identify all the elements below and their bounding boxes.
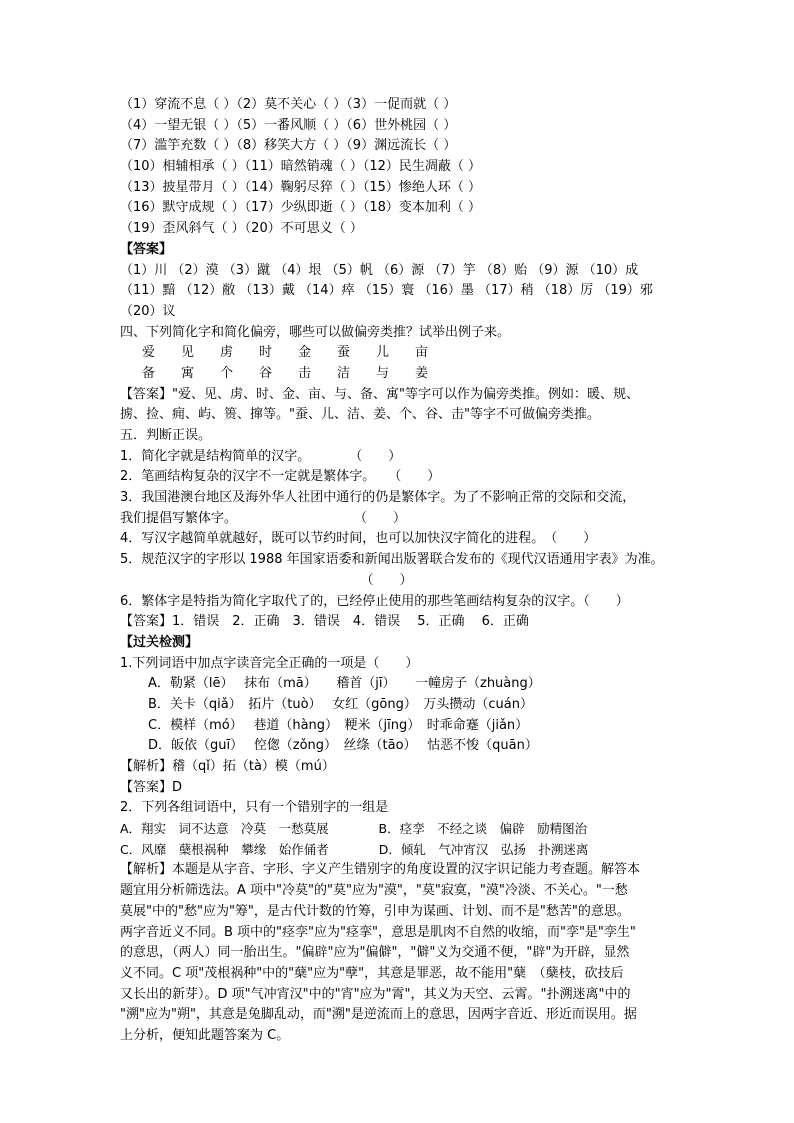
mc2-analysis-7: 又长出的新芽）。D 项"气冲宵汉"中的"宵"应为"霄"，其义为天空、云霄。"扑溯迷离"中的 [120, 986, 631, 1002]
mc2-analysis-8: "溯"应为"朔"，其意是兔脚乱动，而"溯"是逆流而上的意思，因两字音近、形近而误用。据 [120, 1007, 637, 1023]
mc2-analysis-4: 两字音近义不同。B 项中的"痉孪"应为"痉挛"，意思是肌肉不自然的收缩，而"孪"是"孪生" [120, 924, 636, 940]
judge-answer: 【答案】1．错误 2．正确 3．错误 4．错误 5．正确 6．正确 [120, 614, 529, 630]
mc1-option-c: C．模样（mó） 巷道（hàng） 粳米（jīng） 时乖命蹇（jiǎn） [148, 717, 529, 733]
mc1-answer: 【答案】D [120, 779, 183, 795]
answer-line-2: （11）黯 （12）敝 （13）戴 （14）瘁 （15）寰 （16）墨 （17）稍 （18）厉 （19）邪 [120, 283, 653, 299]
mc2-stem: 2．下列各组词语中，只有一个错别字的一组是 [120, 800, 389, 816]
judge-item-2: 2．笔画结构复杂的汉字不一定就是繁体字。 （ ） [120, 469, 441, 485]
section-five-title: 五．判断正误。 [120, 428, 212, 443]
answer-line-1: （1）川 （2）漠 （3）蹴 （4）垠 （5）帆 （6）源 （7）竽 （8）贻 （9）源 （10）成 [120, 262, 639, 278]
answer-line-3: （20）议 [120, 303, 176, 319]
char-row-2: 备 寓 个 谷 击 洁 与 姜 [142, 365, 429, 381]
question-line-1: （1）穿流不息（ ）（2）莫不关心（ ）（3）一促而就（ ） [120, 97, 457, 112]
check-heading: 【过关检测】 [120, 634, 199, 650]
char-row-1: 爱 见 虏 时 金 蚕 儿 亩 [142, 345, 429, 361]
mc1-option-a: A．勒紧（lē） 抹布（mā） 稽首（jī） 一幢房子（zhuàng） [148, 676, 541, 692]
question-line-5: （13）披星带月（ ）（14）鞠躬尽猝（ ）（15）惨绝人环（ ） [120, 179, 482, 195]
question-line-3: （7）滥竽充数（ ）（8）移笑大方（ ）（9）渊远流长（ ） [120, 138, 457, 154]
mc2-options-ab: A．翔实 词不达意 冷莫 一愁莫展 B．痉孪 不经之谈 偏辟 励精图治 [120, 821, 588, 837]
section-four-answer-2: 掳、捡、痈、屿、篑、撺等。"蚕、儿、洁、姜、个、谷、击"等字不可做偏旁类推。 [120, 407, 600, 423]
section-four-answer-1: 【答案】"爱、见、虏、时、金、亩、与、备、寓"等字可以作为偏旁类推。例如：暖、规、 [120, 386, 639, 402]
mc2-analysis-1: 【解析】本题是从字音、字形、字义产生错别字的角度设置的汉字识记能力考查题。解答本 [120, 862, 641, 878]
mc2-analysis-5: 的意思，（两人）同一胎出生。"偏辟"应为"偏僻"，"僻"义为交通不便，"辟"为开辟，显然 [120, 945, 630, 961]
mc2-analysis-6: 义不同。C 项"茂根祸种"中的"蘖"应为"孽"，其意是罪恶，故不能用"蘖 （蘖枝，砍技后 [120, 965, 624, 981]
question-line-4: （10）相辅相承（ ）（11）暗然销魂（ ）（12）民生凋蔽（ ） [120, 159, 482, 175]
mc2-analysis-2: 题宜用分析筛选法。A 项中"冷莫"的"莫"应为"漠"，"莫"寂寞，"漠"冷淡、不关心。"一愁 [120, 883, 628, 899]
judge-item-3a: 3．我国港澳台地区及海外华人社团中通行的仍是繁体字。为了不影响正常的交际和交流， [120, 490, 636, 506]
judge-item-1: 1．简化字就是结构简单的汉字。 （ ） [120, 448, 402, 464]
document-page [120, 95, 680, 1047]
question-line-2: （4）一望无银（ ）（5）一番风顺（ ）（6）世外桃园（ ） [120, 117, 457, 133]
mc2-options-cd: C．风靡 蘖根祸种 攀缘 始作俑者 D．倾轧 气冲宵汉 弘扬 扑溯迷离 [120, 841, 589, 857]
answer-heading: 【答案】 [120, 241, 173, 257]
question-line-7: （19）歪风斜气（ ）（20）不可思义（ ） [120, 221, 363, 237]
mc1-analysis: 【解析】稽（qǐ）拓（tà）模（mú） [120, 759, 335, 774]
mc1-stem: 1.下列词语中加点字读音完全正确的一项是（ ） [120, 655, 419, 671]
mc2-analysis-9: 上分析，便知此题答案为 C。 [120, 1027, 290, 1043]
judge-item-4: 4．写汉字越简单就越好，既可以节约时间，也可以加快汉字简化的进程。 （ ） [120, 531, 597, 547]
question-line-6: （16）默守成规（ ）（17）少纵即逝（ ）（18）变本加利（ ） [120, 200, 482, 216]
judge-item-5b: （ ） [120, 572, 413, 588]
mc1-option-d: D．皈依（guī） 倥偬（zǒng） 丝绦（tāo） 怙恶不悛（quān） [148, 738, 538, 754]
judge-item-5a: 5．规范汉字的字形以 1988 年国家语委和新闻出版署联合发布的《现代汉语通用字表》为准。 [120, 552, 664, 568]
section-four-title: 四、下列简化字和简化偏旁，哪些可以做偏旁类推？试举出例子来。 [120, 324, 511, 340]
mc1-option-b: B．关卡（qiǎ） 拓片（tuò） 女红（gōng） 万头攒动（cuán） [148, 696, 533, 712]
judge-item-3b: 我们提倡写繁体字。 （ ） [120, 510, 407, 526]
judge-item-6: 6．繁体字是特指为简化字取代了的，已经停止使用的那些笔画结构复杂的汉字。（ ） [120, 593, 629, 609]
mc2-analysis-3: 莫展"中的"愁"应为"筹"，是古代计数的竹筹，引申为谋画、计划、而不是"愁苦"的意思。 [120, 903, 630, 919]
